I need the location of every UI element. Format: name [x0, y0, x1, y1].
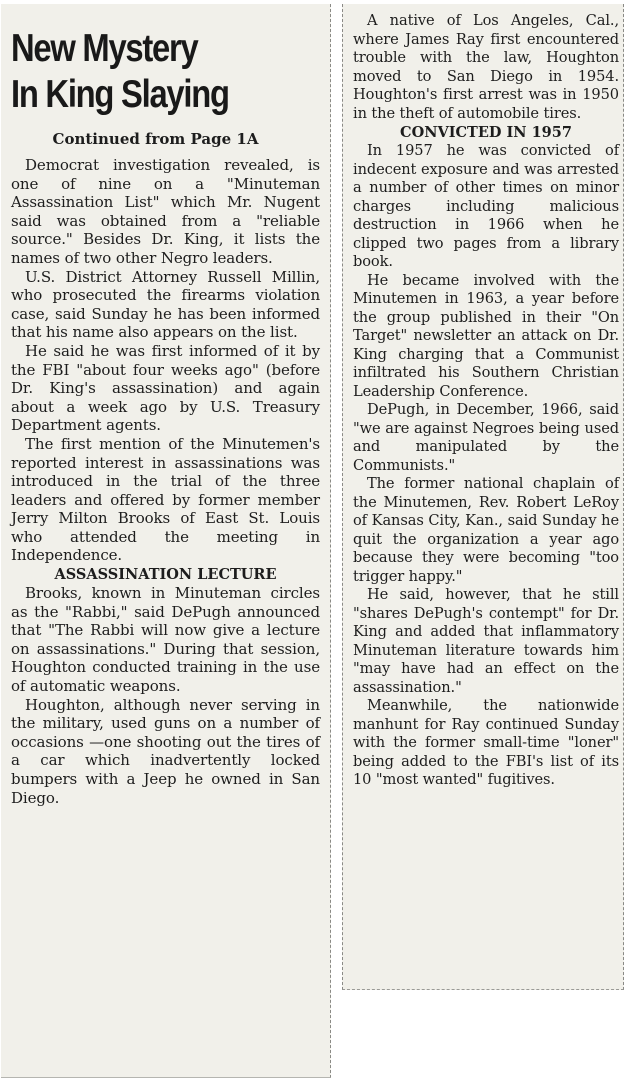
- paragraph: Democrat investigation revealed, is one of nine on a "Minuteman Assassination List" which Mr. Nugent said was obtained from a "reliable source." Besides Dr. King, it lists the names of two other Negro leaders.: [11, 156, 320, 267]
- headline: [11, 26, 271, 118]
- paragraph: He became involved with the Minutemen in 1963, a year before the group published in their "On Target" newsletter an attack on Dr. King charging that a Communist infiltrated his Southern Christian Leadership Conference.: [353, 271, 619, 400]
- continued-from-label: Continued from Page 1A: [52, 130, 259, 148]
- headline-line-1: New Mystery: [11, 27, 198, 70]
- paragraph: U.S. District Attorney Russell Millin, who prosecuted the firearms violation case, said Sunday he has been informed that his name also appears on the list.: [11, 267, 320, 342]
- subheading: ASSASSINATION LECTURE: [54, 566, 277, 584]
- subheading: CONVICTED IN 1957: [400, 124, 572, 141]
- paragraph: DePugh, in December, 1966, said "we are against Negroes being used and manipulated by the Communists.": [353, 401, 619, 474]
- left-column: [1, 4, 331, 1078]
- paragraph: He said, however, that he still "shares DePugh's contempt" for Dr. King and added that inflammatory Minuteman literature towards him "may have had an effect on the assassination.": [353, 586, 619, 696]
- paragraph: Houghton, although never serving in the military, used guns on a number of occasions —one shooting out the tires of a car which inadvertently locked bumpers with a Jeep he owned in San Diego.: [11, 695, 320, 807]
- headline-line-2: In King Slaying: [11, 73, 229, 116]
- paragraph: A native of Los Angeles, Cal., where James Ray first encountered trouble with the law, Houghton moved to San Diego in 1954. Houghton's first arrest was in 1950 in the theft of automobile tires.: [353, 12, 619, 122]
- paragraph: The former national chaplain of the Minutemen, Rev. Robert LeRoy of Kansas City, Kan., said Sunday he quit the organization a year ago because they were becoming "too trigger happy.": [353, 475, 619, 585]
- right-column: [342, 4, 624, 990]
- paragraph: Brooks, known in Minuteman circles as the "Rabbi," said DePugh announced that "The Rabbi will now give a lecture on assassinations." During that session, Houghton conducted training in the use of automatic weapons.: [11, 584, 320, 696]
- paragraph: In 1957 he was convicted of indecent exposure and was arrested a number of other times on minor charges including malicious destruction in 1966 when he clipped two pages from a library book.: [353, 142, 619, 270]
- paragraph: Meanwhile, the nationwide manhunt for Ray continued Sunday with the former small-time "loner" being added to the FBI's list of its 10 "most wanted" fugitives.: [353, 697, 619, 788]
- paragraph: He said he was first informed of it by the FBI "about four weeks ago" (before Dr. King's assassination) and again about a week ago by U.S. Treasury Department agents.: [11, 341, 320, 435]
- paragraph: The first mention of the Minutemen's reported interest in assassinations was introduced in the trial of the three leaders and offered by former member Jerry Milton Brooks of East St. Louis who attended the meeting in Independence.: [11, 434, 320, 565]
